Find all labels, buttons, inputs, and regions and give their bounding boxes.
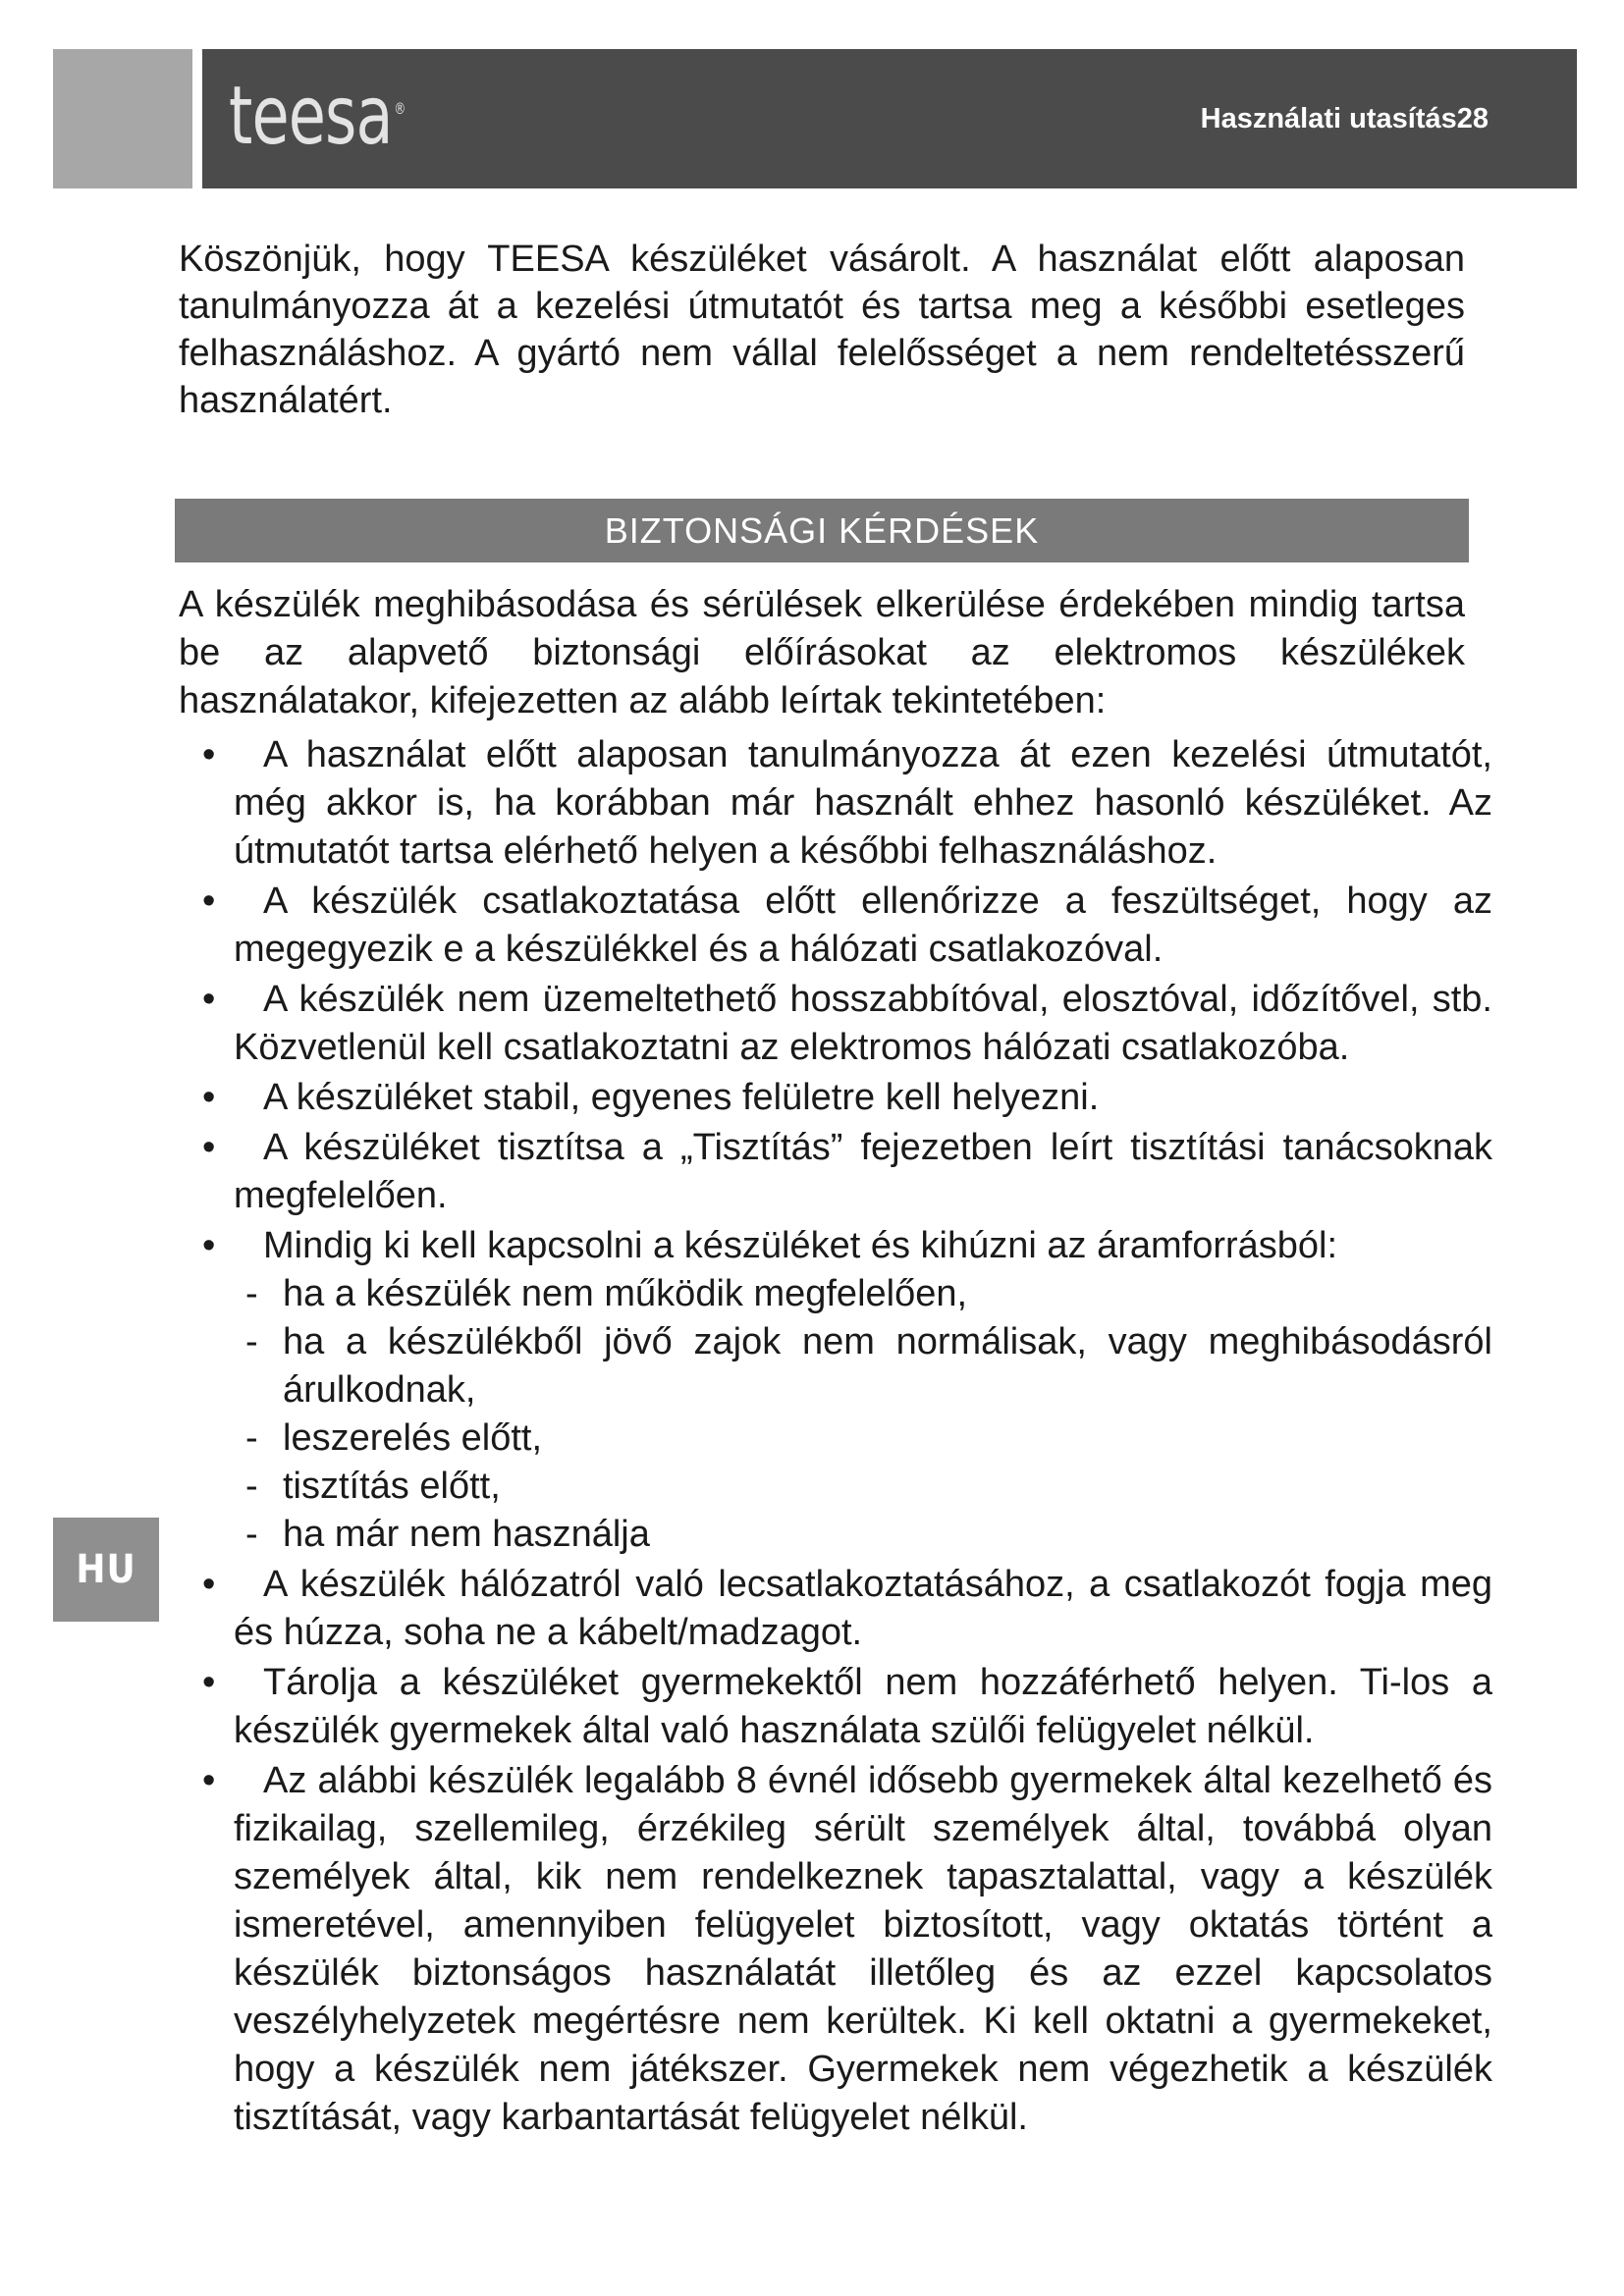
list-item [179,878,1492,974]
bullet-icon: • [202,1564,216,1605]
section-lead-paragraph: A készülék meghibásodása és sérülések elkerülése érdekében mindig tartsa be az alapvető biztonsági előírásokat az elektromos készülékek használatakor, kifejezetten az alább leírtak tekintetében: [179,584,1465,721]
dash-icon: - [245,1321,258,1362]
list-item-text: Az alábbi készülék legalább 8 évnél idősebb gyermekek által kezelhető és fizikailag, szellemileg, érzékileg sérült személyek által, továbbá olyan személyek által, kik nem rendelkeznek tapasztalattal, vagy a készülék ismeretével, amennyiben felügyelet biztosított, vagy oktatás történt a készülék biztonságos használatát illetőleg és az ezzel kapcsolatos veszélyhelyzetek megértésre nem kerültek. Ki kell oktatni a gyermekeket, hogy a készülék nem játékszer. Gyermekek nem végezhetik a készülék tisztítását, vagy karbantartását felügyelet nélkül. [234,1760,1492,2138]
trademark-mark: ® [394,99,406,118]
list-item [179,1074,1492,1122]
teesa-logo [229,63,406,171]
sub-list-item [245,1415,1492,1463]
dash-icon: - [245,1514,258,1555]
language-tab: HU [53,1518,159,1622]
header-bar [202,49,1577,188]
logo-text: teesa [229,70,393,163]
list-item-text: A készülék nem üzemeltethető hosszabbítóval, elosztóval, időzítővel, stb. Közvetlenül kell csatlakoztatni az elektromos hálózati csatlakozóba. [234,979,1492,1068]
list-item-text: A készüléket stabil, egyenes felületre kell helyezni. [263,1077,1100,1118]
list-item [179,1124,1492,1220]
section-heading: BIZTONSÁGI KÉRDÉSEK [175,499,1469,562]
list-item [179,1659,1492,1755]
list-item-text: A készülék csatlakoztatása előtt ellenőrizze a feszültséget, hogy az megegyezik e a készülékkel és a hálózati csatlakozóval. [234,881,1492,970]
sub-list-item [245,1511,1492,1559]
bullet-icon: • [202,1225,216,1266]
list-item-text: Tárolja a készüléket gyermekektől nem hozzáférhető helyen. Ti-los a készülék gyermekek által való használata szülői felügyelet nélkül. [234,1662,1492,1751]
list-item [179,1222,1492,1559]
dash-icon: - [245,1417,258,1459]
intro-paragraph: Köszönjük, hogy TEESA készüléket vásárolt. A használat előtt alaposan tanulmányozza át a kezelési útmutatót és tartsa meg a későbbi esetleges felhasználáshoz. A gyártó nem vállal felelősséget a nem rendeltetésszerű használatért. [179,239,1465,421]
sub-list-item [245,1318,1492,1415]
bullet-icon: • [202,1127,216,1168]
list-item [179,976,1492,1072]
sub-list-item-text: ha már nem használja [283,1514,650,1555]
sub-list-item [245,1463,1492,1511]
bullet-icon: • [202,979,216,1020]
list-item-text: Mindig ki kell kapcsolni a készüléket és kihúzni az áramforrásból: [263,1225,1338,1266]
header-left-block [53,49,192,188]
list-item-text: A készüléket tisztítsa a „Tisztítás” fejezetben leírt tisztítási tanácsoknak megfelelően. [234,1127,1492,1216]
list-item-text: A készülék hálózatról való lecsatlakoztatásához, a csatlakozót fogja meg és húzza, soha ne a kábelt/madzagot. [234,1564,1492,1653]
list-item [179,731,1492,876]
list-item [179,1561,1492,1657]
bullet-icon: • [202,734,216,775]
sub-list-item-text: ha a készülék nem működik megfelelően, [283,1273,968,1314]
manual-title: Használati utasítás28 [1200,103,1489,134]
list-item-text: A használat előtt alaposan tanulmányozza át ezen kezelési útmutatót, még akkor is, ha korábban már használt ehhez hasonló készüléket. Az útmutatót tartsa elérhető helyen a későbbi felhasználáshoz. [234,734,1492,872]
dash-icon: - [245,1273,258,1314]
sub-list-item-text: tisztítás előtt, [283,1466,501,1507]
bullet-icon: • [202,881,216,922]
dash-icon: - [245,1466,258,1507]
bullet-icon: • [202,1662,216,1703]
bullet-icon: • [202,1077,216,1118]
sub-list-item-text: leszerelés előtt, [283,1417,543,1459]
bullet-icon: • [202,1760,216,1801]
safety-list [179,731,1492,2144]
sub-list-item [245,1270,1492,1318]
sub-list-item-text: ha a készülékből jövő zajok nem normálisak, vagy meghibásodásról árulkodnak, [283,1321,1492,1411]
list-item [179,1757,1492,2142]
sub-list [234,1270,1492,1559]
